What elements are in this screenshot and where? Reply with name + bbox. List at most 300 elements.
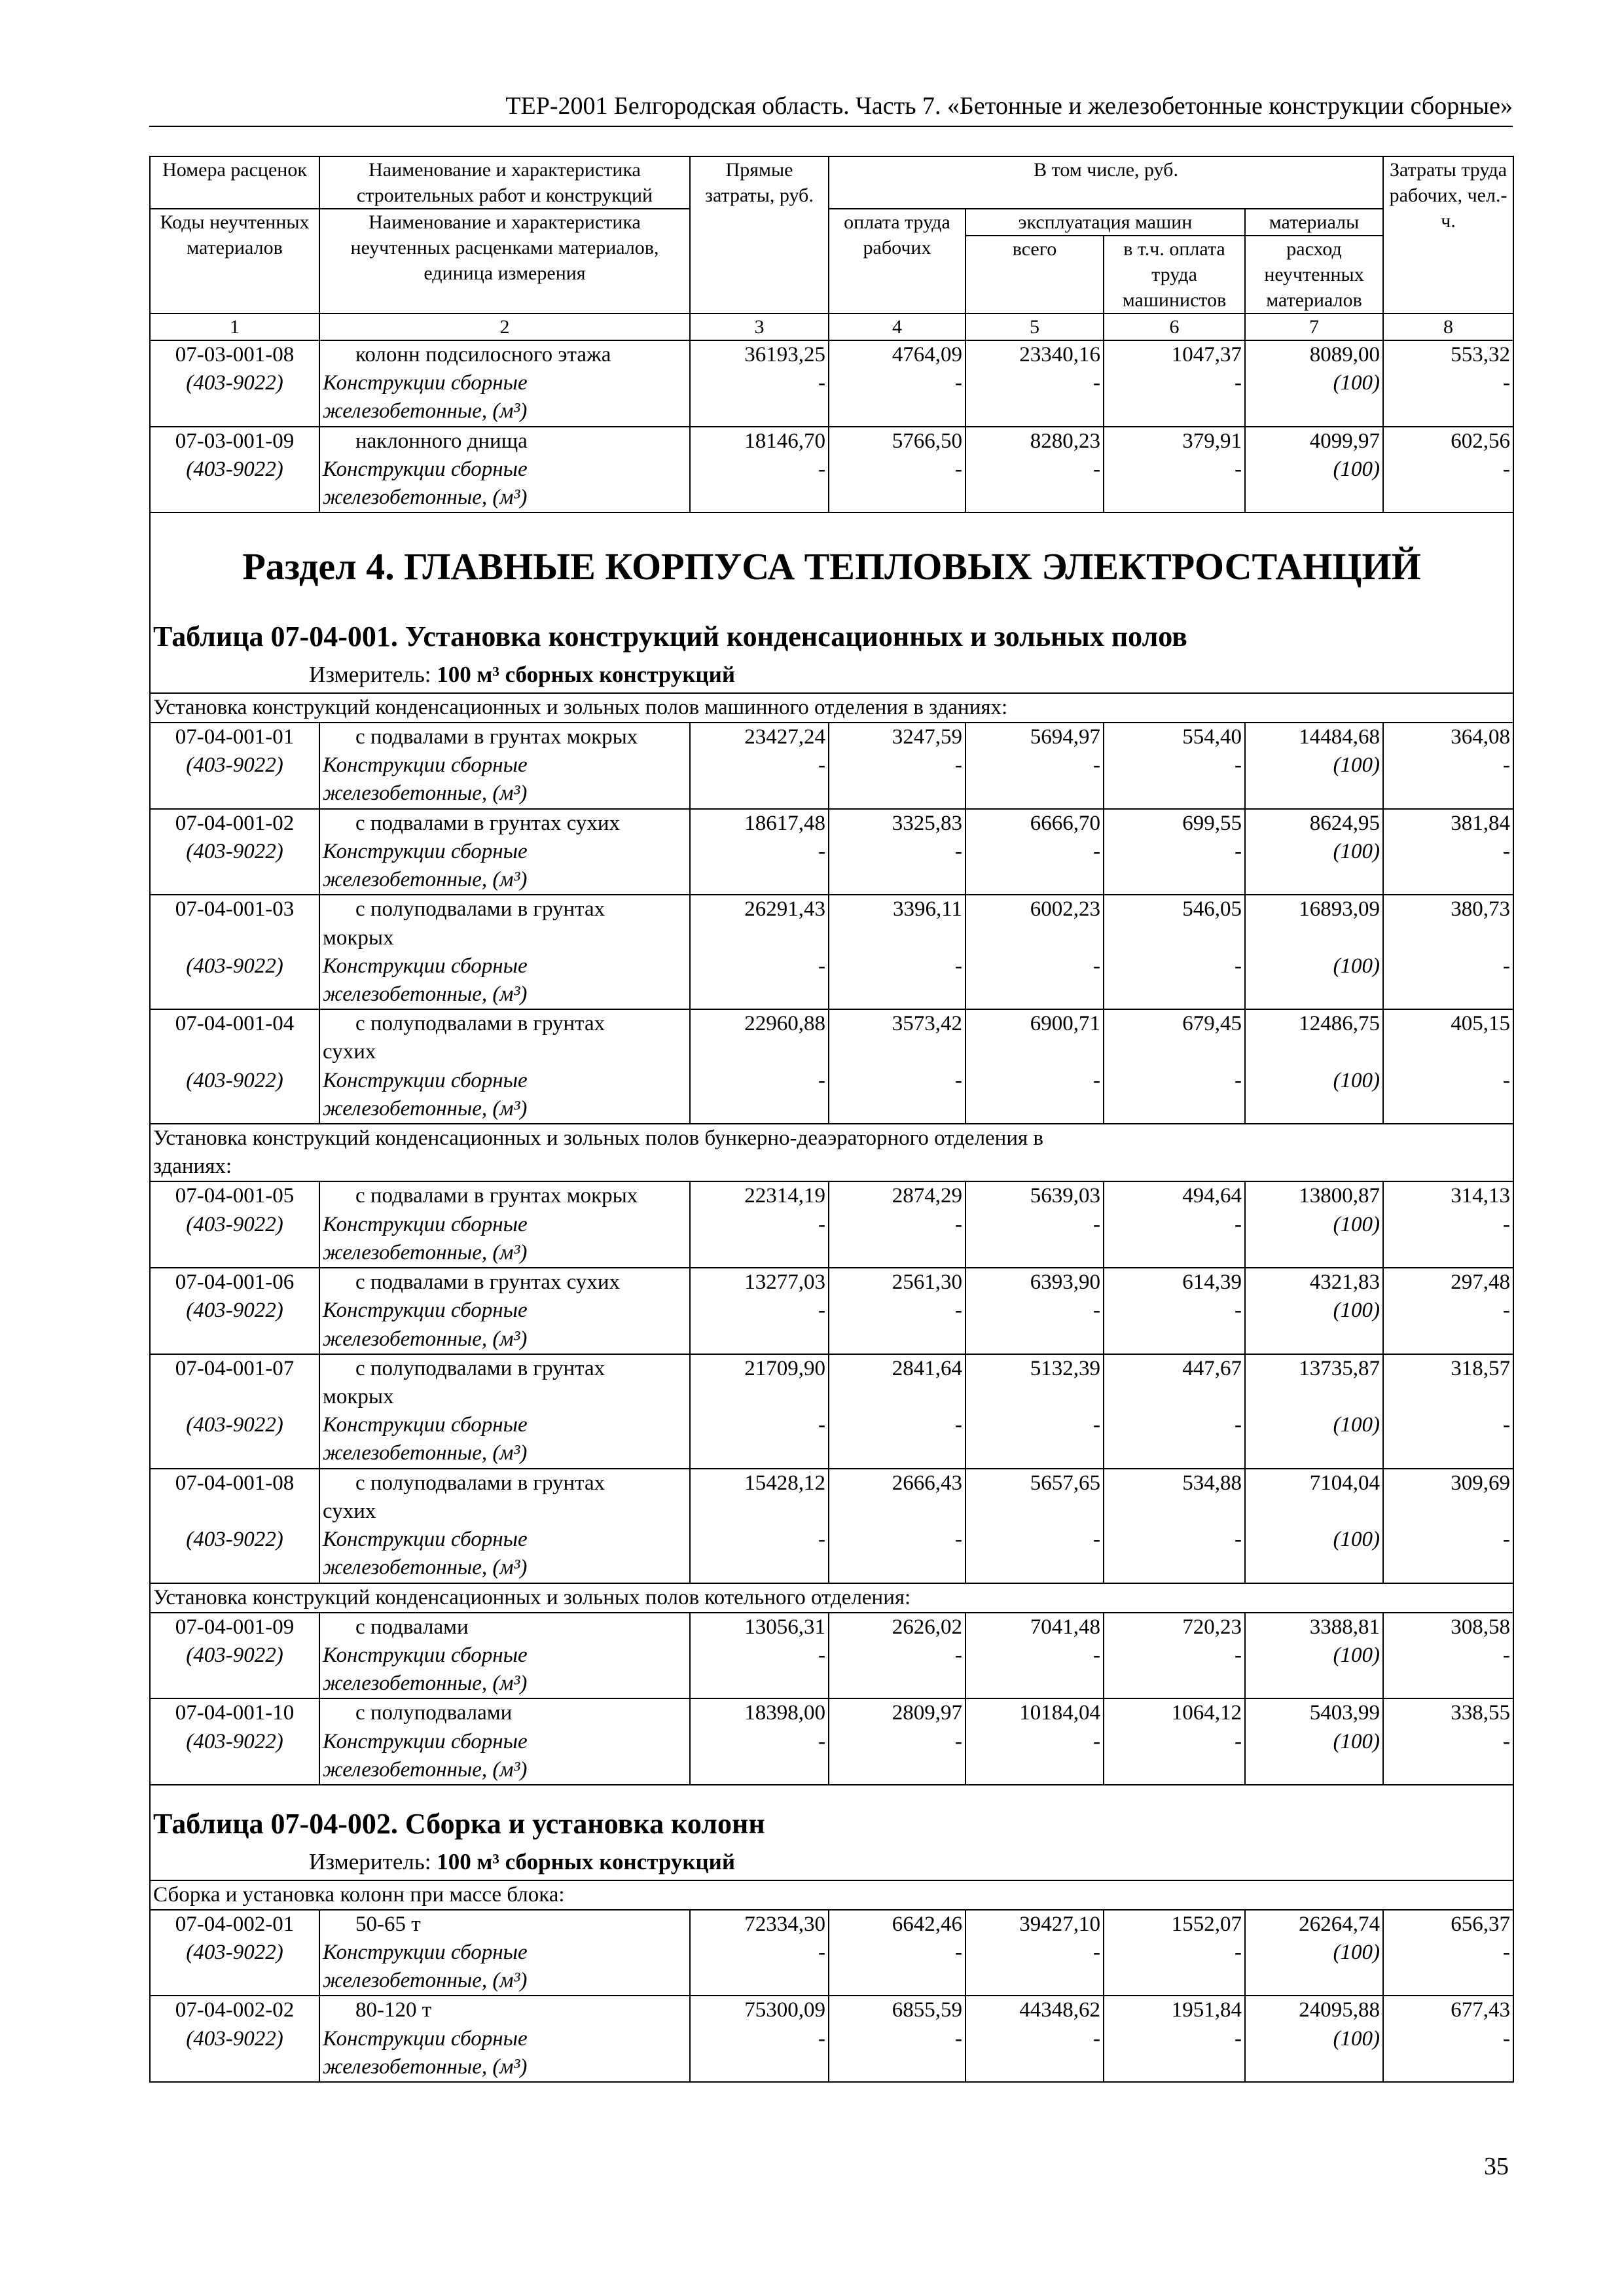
materials-cell	[1245, 1910, 1383, 1996]
dash: -	[818, 1528, 825, 1552]
labor-hours: 338,55	[1451, 1701, 1511, 1725]
labor-hours-cell	[1383, 723, 1513, 809]
group-heading	[150, 1124, 1513, 1181]
dash: -	[955, 1528, 962, 1552]
group-heading-line2: зданиях:	[153, 1155, 232, 1179]
materials-cost: 8624,95	[1309, 811, 1380, 835]
worker-pay-cell	[829, 1009, 965, 1124]
material-name: Конструкции сборные	[323, 954, 528, 978]
table-row	[150, 1698, 1513, 1785]
material-name: Конструкции сборные	[323, 753, 528, 778]
material-name: Конструкции сборные	[323, 839, 528, 863]
machines-total: 5132,39	[1030, 1356, 1100, 1380]
work-name: 50-65 т	[355, 1912, 421, 1936]
worker-pay-cell	[829, 427, 965, 513]
machines-total: 5657,65	[1030, 1471, 1100, 1495]
table-row	[150, 340, 1513, 427]
dash: -	[1093, 371, 1100, 395]
machines-total-cell	[965, 1354, 1104, 1469]
dash: -	[1503, 1413, 1511, 1437]
dash: -	[955, 2026, 962, 2051]
col-number-4: 4	[829, 314, 965, 340]
rate-code-cell	[150, 340, 319, 427]
table1-group1	[150, 693, 1513, 723]
work-name-cell	[319, 809, 690, 895]
work-name-cell	[319, 723, 690, 809]
machinist-pay-cell	[1104, 895, 1245, 1009]
labor-hours-cell	[1383, 340, 1513, 427]
machinist-pay: 546,05	[1182, 897, 1242, 922]
dash: -	[955, 1729, 962, 1753]
dash: -	[1093, 1940, 1100, 1964]
dash: -	[1093, 1413, 1100, 1437]
dash: -	[955, 954, 962, 978]
direct-costs: 13056,31	[744, 1615, 825, 1639]
dash: -	[1235, 1643, 1242, 1667]
dash: -	[955, 1643, 962, 1667]
worker-pay-cell	[829, 1268, 965, 1354]
material-name: Конструкции сборные	[323, 371, 528, 395]
labor-hours-cell	[1383, 809, 1513, 895]
material-name-cont: железобетонные, (м³)	[323, 1556, 528, 1580]
price-table	[149, 156, 1514, 2083]
machines-total: 23340,16	[1019, 343, 1100, 367]
dash: -	[1235, 457, 1242, 481]
material-name: Конструкции сборные	[323, 457, 528, 481]
machines-total-cell	[965, 895, 1104, 1009]
material-qty: (100)	[1333, 954, 1380, 978]
work-name-cell	[319, 1181, 690, 1268]
machinist-pay: 494,64	[1182, 1184, 1242, 1208]
work-name-cell	[319, 1354, 690, 1469]
dash: -	[1503, 1068, 1511, 1092]
machinist-pay: 699,55	[1182, 811, 1242, 835]
direct-costs: 13277,03	[744, 1270, 825, 1295]
rate-code: 07-04-002-02	[175, 1998, 295, 2022]
material-code: (403-9022)	[186, 371, 283, 395]
page-number: 35	[1484, 2153, 1509, 2180]
material-code: (403-9022)	[186, 457, 283, 481]
material-name: Конструкции сборные	[323, 1212, 528, 1236]
dash: -	[955, 1940, 962, 1964]
machines-total: 5694,97	[1030, 725, 1100, 749]
rate-code-cell	[150, 1910, 319, 1996]
labor-hours-cell	[1383, 1613, 1513, 1699]
machines-total: 6393,90	[1030, 1270, 1100, 1295]
work-name: с подвалами в грунтах мокрых	[355, 1184, 638, 1208]
material-qty: (100)	[1333, 1299, 1380, 1323]
materials-cost: 13800,87	[1299, 1184, 1380, 1208]
material-name: Конструкции сборные	[323, 1528, 528, 1552]
material-name-cont: железобетонные, (м³)	[323, 1672, 528, 1696]
machines-total: 6666,70	[1030, 811, 1100, 835]
direct-costs-cell	[690, 1996, 829, 2082]
materials-cell	[1245, 340, 1383, 427]
dash: -	[1235, 954, 1242, 978]
rate-code: 07-04-001-10	[175, 1701, 295, 1725]
col-work-name: Наименование и характеристика строительных работ и конструкций	[319, 156, 690, 209]
labor-hours: 656,37	[1451, 1912, 1511, 1936]
machinist-pay-cell	[1104, 1698, 1245, 1785]
dash: -	[1093, 753, 1100, 778]
machines-total: 39427,10	[1019, 1912, 1100, 1936]
section-title: Раздел 4. ГЛАВНЫЕ КОРПУСА ТЕПЛОВЫХ ЭЛЕКТРОСТАНЦИЙ	[242, 545, 1421, 588]
machinist-pay: 614,39	[1182, 1270, 1242, 1295]
col-material-codes: Коды неучтенных материалов	[150, 209, 319, 314]
labor-hours-cell	[1383, 1469, 1513, 1583]
rows-section3	[150, 340, 1513, 512]
machines-total: 6900,71	[1030, 1012, 1100, 1036]
rate-code-cell	[150, 1268, 319, 1354]
col-machines: эксплуатация машин	[965, 209, 1245, 236]
direct-costs: 21709,90	[744, 1356, 825, 1380]
machines-total-cell	[965, 1009, 1104, 1124]
rate-code-cell	[150, 1698, 319, 1785]
rate-code: 07-04-001-08	[175, 1471, 295, 1495]
direct-costs-cell	[690, 809, 829, 895]
material-name-cont: железобетонные, (м³)	[323, 486, 528, 510]
material-name: Конструкции сборные	[323, 1068, 528, 1092]
work-name-cell	[319, 1613, 690, 1699]
machines-total: 7041,48	[1030, 1615, 1100, 1639]
dash: -	[955, 1299, 962, 1323]
work-name: колонн подсилосного этажа	[355, 343, 611, 367]
material-code: (403-9022)	[186, 954, 283, 978]
dash: -	[955, 839, 962, 863]
material-name: Конструкции сборные	[323, 1940, 528, 1964]
worker-pay: 2809,97	[892, 1701, 962, 1725]
machinist-pay: 1951,84	[1171, 1998, 1242, 2022]
table-row	[150, 1009, 1513, 1124]
group-heading: Установка конструкций конденсационных и зольных полов котельного отделения:	[150, 1583, 1513, 1613]
rate-code-cell	[150, 1009, 319, 1124]
col-number-5: 5	[965, 314, 1104, 340]
group-heading: Установка конструкций конденсационных и зольных полов машинного отделения в зданиях:	[150, 693, 1513, 723]
machinist-pay: 379,91	[1182, 429, 1242, 453]
direct-costs-cell	[690, 340, 829, 427]
table-row	[150, 895, 1513, 1009]
material-code: (403-9022)	[186, 839, 283, 863]
material-qty: (100)	[1333, 753, 1380, 778]
direct-costs-cell	[690, 1910, 829, 1996]
labor-hours-cell	[1383, 1996, 1513, 2082]
material-code: (403-9022)	[186, 1068, 283, 1092]
material-name: Конструкции сборные	[323, 1413, 528, 1437]
material-code: (403-9022)	[186, 1299, 283, 1323]
labor-hours: 380,73	[1451, 897, 1511, 922]
material-name-cont: железобетонные, (м³)	[323, 781, 528, 806]
rate-code-cell	[150, 1354, 319, 1469]
machinist-pay: 447,67	[1182, 1356, 1242, 1380]
table2-title: Таблица 07-04-002. Сборка и установка колонн	[153, 1808, 765, 1840]
material-name: Конструкции сборные	[323, 1643, 528, 1667]
worker-pay-cell	[829, 723, 965, 809]
machines-total: 6002,23	[1030, 897, 1100, 922]
dash: -	[1503, 954, 1511, 978]
worker-pay-cell	[829, 1469, 965, 1583]
material-qty: (100)	[1333, 371, 1380, 395]
dash: -	[818, 1643, 825, 1667]
machinist-pay-cell	[1104, 1009, 1245, 1124]
col-number-3: 3	[690, 314, 829, 340]
direct-costs: 72334,30	[744, 1912, 825, 1936]
material-qty: (100)	[1333, 839, 1380, 863]
col-including: В том числе, руб.	[829, 156, 1383, 209]
direct-costs: 18617,48	[744, 811, 825, 835]
work-name: с подвалами в грунтах сухих	[355, 1270, 621, 1295]
work-name-cell	[319, 427, 690, 513]
table2-group1	[150, 1880, 1513, 1910]
rate-code: 07-04-001-09	[175, 1615, 295, 1639]
dash: -	[818, 839, 825, 863]
labor-hours: 553,32	[1451, 343, 1511, 367]
material-qty: (100)	[1333, 1940, 1380, 1964]
table-row	[150, 1469, 1513, 1583]
labor-hours: 318,57	[1451, 1356, 1511, 1380]
material-name-cont: железобетонные, (м³)	[323, 1096, 528, 1121]
dash: -	[1235, 2026, 1242, 2051]
dash: -	[1503, 1643, 1511, 1667]
direct-costs-cell	[690, 1698, 829, 1785]
materials-cell	[1245, 1996, 1383, 2082]
worker-pay: 2666,43	[892, 1471, 962, 1495]
table-head	[150, 156, 1513, 340]
materials-cell	[1245, 427, 1383, 513]
rate-code: 07-04-001-05	[175, 1184, 295, 1208]
machinist-pay-cell	[1104, 1910, 1245, 1996]
dash: -	[1093, 1068, 1100, 1092]
material-code: (403-9022)	[186, 1729, 283, 1753]
materials-cell	[1245, 1698, 1383, 1785]
table2-heading	[150, 1785, 1513, 1880]
worker-pay: 5766,50	[892, 429, 962, 453]
work-name: с полуподвалами в грунтах	[355, 1356, 605, 1380]
dash: -	[955, 1212, 962, 1236]
material-qty: (100)	[1333, 1068, 1380, 1092]
worker-pay-cell	[829, 1698, 965, 1785]
table-row	[150, 1354, 1513, 1469]
direct-costs: 23427,24	[744, 725, 825, 749]
dash: -	[818, 753, 825, 778]
machines-total-cell	[965, 1268, 1104, 1354]
materials-cell	[1245, 1181, 1383, 1268]
machinist-pay-cell	[1104, 427, 1245, 513]
machines-total-cell	[965, 1996, 1104, 2082]
dash: -	[1503, 1212, 1511, 1236]
direct-costs-cell	[690, 1181, 829, 1268]
worker-pay-cell	[829, 1354, 965, 1469]
rate-code: 07-04-002-01	[175, 1912, 295, 1936]
dash: -	[955, 1068, 962, 1092]
material-name-cont: железобетонные, (м³)	[323, 1969, 528, 1993]
machines-total-cell	[965, 1469, 1104, 1583]
direct-costs-cell	[690, 427, 829, 513]
materials-cell	[1245, 1354, 1383, 1469]
material-qty: (100)	[1333, 457, 1380, 481]
dash: -	[1235, 1068, 1242, 1092]
materials-cost: 14484,68	[1299, 725, 1380, 749]
direct-costs: 15428,12	[744, 1471, 825, 1495]
dash: -	[1093, 2026, 1100, 2051]
machinist-pay-cell	[1104, 1268, 1245, 1354]
worker-pay-cell	[829, 1996, 965, 2082]
table-row	[150, 1613, 1513, 1699]
table1-rows-c	[150, 1613, 1513, 1785]
material-name: Конструкции сборные	[323, 1729, 528, 1753]
dash: -	[818, 1940, 825, 1964]
rate-code: 07-04-001-01	[175, 725, 295, 749]
direct-costs: 22960,88	[744, 1012, 825, 1036]
materials-cell	[1245, 895, 1383, 1009]
col-machines-total: всего	[965, 236, 1104, 314]
dash: -	[1093, 1643, 1100, 1667]
table-row	[150, 1268, 1513, 1354]
col-materials: материалы	[1245, 209, 1383, 236]
labor-hours-cell	[1383, 1181, 1513, 1268]
worker-pay: 2874,29	[892, 1184, 962, 1208]
work-name: с подвалами	[355, 1615, 469, 1639]
rate-code: 07-04-001-04	[175, 1012, 295, 1036]
worker-pay: 3396,11	[892, 897, 962, 922]
rate-code: 07-03-001-09	[175, 429, 295, 453]
materials-cost: 3388,81	[1309, 1615, 1380, 1639]
machinist-pay: 1064,12	[1171, 1701, 1242, 1725]
dash: -	[1093, 1299, 1100, 1323]
dash: -	[1235, 753, 1242, 778]
machines-total: 5639,03	[1030, 1184, 1100, 1208]
col-number-6: 6	[1104, 314, 1245, 340]
material-name-cont: железобетонные, (м³)	[323, 1240, 528, 1265]
labor-hours-cell	[1383, 895, 1513, 1009]
dash: -	[1235, 839, 1242, 863]
dash: -	[1503, 2026, 1511, 2051]
machinist-pay-cell	[1104, 1354, 1245, 1469]
col-number-8: 8	[1383, 314, 1513, 340]
dash: -	[1503, 1299, 1511, 1323]
dash: -	[1235, 1299, 1242, 1323]
dash: -	[1503, 1729, 1511, 1753]
labor-hours: 381,84	[1451, 811, 1511, 835]
col-machinist-pay: в т.ч. оплата труда машинистов	[1104, 236, 1245, 314]
dash: -	[818, 1413, 825, 1437]
meter-label: Измеритель:	[309, 661, 431, 687]
worker-pay: 2841,64	[892, 1356, 962, 1380]
col-rate-numbers: Номера расценок	[150, 156, 319, 209]
col-worker-pay: оплата труда рабочих	[829, 209, 965, 314]
dash: -	[1093, 1528, 1100, 1552]
dash: -	[1235, 1729, 1242, 1753]
rate-code-cell	[150, 809, 319, 895]
machines-total: 8280,23	[1030, 429, 1100, 453]
materials-cost: 7104,04	[1309, 1471, 1380, 1495]
dash: -	[1093, 457, 1100, 481]
material-name-cont: железобетонные, (м³)	[323, 868, 528, 892]
table-row	[150, 723, 1513, 809]
machinist-pay-cell	[1104, 340, 1245, 427]
dash: -	[818, 1729, 825, 1753]
worker-pay: 6855,59	[892, 1998, 962, 2022]
direct-costs-cell	[690, 895, 829, 1009]
table-row	[150, 1181, 1513, 1268]
rate-code: 07-04-001-07	[175, 1356, 295, 1380]
material-name-cont: железобетонные, (м³)	[323, 1757, 528, 1782]
machinist-pay: 720,23	[1182, 1615, 1242, 1639]
section4-heading	[150, 512, 1513, 692]
rate-code-cell	[150, 1181, 319, 1268]
labor-hours-cell	[1383, 1268, 1513, 1354]
labor-hours: 309,69	[1451, 1471, 1511, 1495]
dash: -	[818, 1212, 825, 1236]
rate-code-cell	[150, 1469, 319, 1583]
meter-value: 100 м³ сборных конструкций	[437, 661, 736, 687]
material-code: (403-9022)	[186, 1528, 283, 1552]
running-header: ТЕР-2001 Белгородская область. Часть 7. «Бетонные и железобетонные конструкции сборные»	[149, 92, 1513, 127]
machines-total-cell	[965, 427, 1104, 513]
dash: -	[1235, 1940, 1242, 1964]
direct-costs: 26291,43	[744, 897, 825, 922]
labor-hours: 602,56	[1451, 429, 1511, 453]
worker-pay-cell	[829, 1910, 965, 1996]
direct-costs-cell	[690, 1613, 829, 1699]
dash: -	[955, 1413, 962, 1437]
dash: -	[1235, 1413, 1242, 1437]
table1-title: Таблица 07-04-001. Установка конструкций конденсационных и зольных полов	[153, 620, 1187, 653]
material-name: Конструкции сборные	[323, 2026, 528, 2051]
rate-code: 07-04-001-03	[175, 897, 295, 922]
materials-cost: 5403,99	[1309, 1701, 1380, 1725]
table-row	[150, 1996, 1513, 2082]
materials-cost: 26264,74	[1299, 1912, 1380, 1936]
material-qty: (100)	[1333, 2026, 1380, 2051]
work-name: с полуподвалами в грунтах	[355, 897, 605, 922]
materials-cost: 4321,83	[1309, 1270, 1380, 1295]
dash: -	[955, 371, 962, 395]
direct-costs: 18146,70	[744, 429, 825, 453]
work-name: с полуподвалами в грунтах	[355, 1012, 605, 1036]
material-code: (403-9022)	[186, 1940, 283, 1964]
materials-cost: 13735,87	[1299, 1356, 1380, 1380]
direct-costs: 75300,09	[744, 1998, 825, 2022]
work-name: наклонного днища	[355, 429, 528, 453]
col-number-2: 2	[319, 314, 690, 340]
materials-cell	[1245, 1613, 1383, 1699]
material-name-cont: железобетонные, (м³)	[323, 982, 528, 1006]
rate-code-cell	[150, 1613, 319, 1699]
dash: -	[1235, 371, 1242, 395]
rate-code: 07-03-001-08	[175, 343, 295, 367]
direct-costs-cell	[690, 1268, 829, 1354]
work-name: с полуподвалами в грунтах	[355, 1471, 605, 1495]
table1-rows-a	[150, 723, 1513, 1124]
col-number-7: 7	[1245, 314, 1383, 340]
material-name-cont: железобетонные, (м³)	[323, 399, 528, 423]
material-qty: (100)	[1333, 1413, 1380, 1437]
labor-hours-cell	[1383, 1009, 1513, 1124]
dash: -	[818, 2026, 825, 2051]
work-name-cell	[319, 1268, 690, 1354]
dash: -	[1235, 1212, 1242, 1236]
dash: -	[1503, 1940, 1511, 1964]
machines-total-cell	[965, 1613, 1104, 1699]
machines-total: 10184,04	[1019, 1701, 1100, 1725]
direct-costs-cell	[690, 723, 829, 809]
dash: -	[1503, 839, 1511, 863]
dash: -	[818, 457, 825, 481]
labor-hours: 677,43	[1451, 1998, 1511, 2022]
work-name: с подвалами в грунтах мокрых	[355, 725, 638, 749]
worker-pay-cell	[829, 340, 965, 427]
direct-costs: 18398,00	[744, 1701, 825, 1725]
